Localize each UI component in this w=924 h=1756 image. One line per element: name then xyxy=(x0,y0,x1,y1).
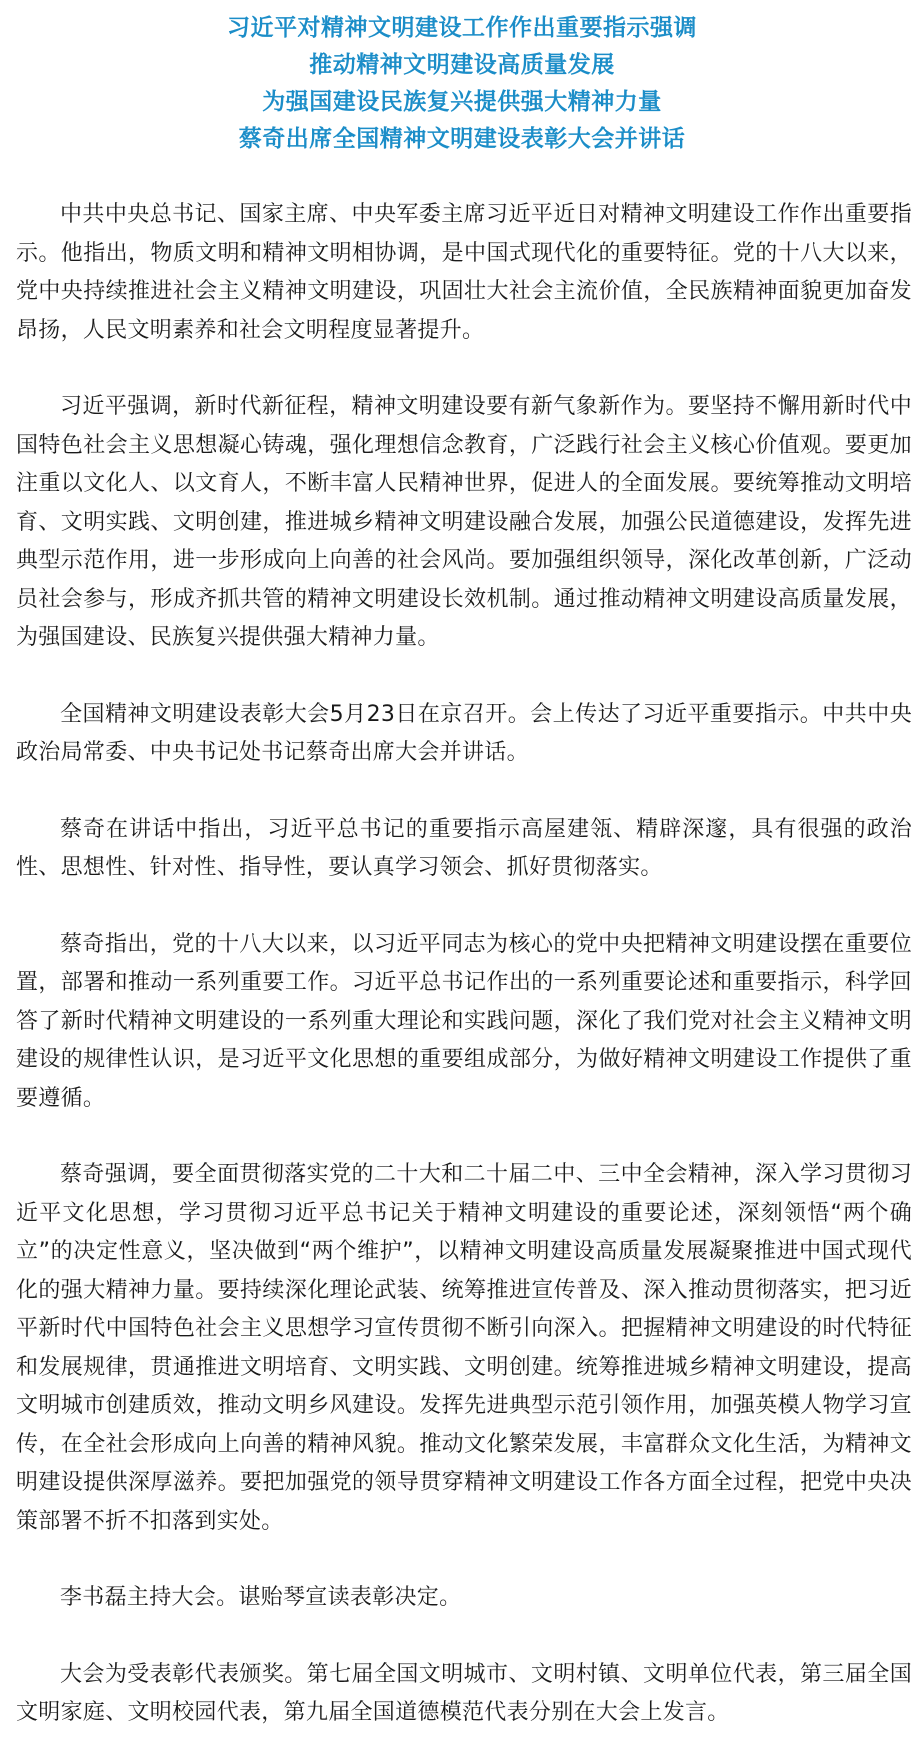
paragraph-7: 李书磊主持大会。谌贻琴宣读表彰决定。 xyxy=(60,1585,462,1610)
paragraph-8: 大会为受表彰代表颁奖。第七届全国文明城市、文明村镇、文明单位代表，第三届全国文明家庭、文明校园代表，第九届全国道德模范代表分别在大会上发言。 xyxy=(16,1661,912,1725)
paragraph-3: 全国精神文明建设表彰大会5月23日在京召开。会上传达了习近平重要指示。中共中央政治局常委、中央书记处书记蔡奇出席大会并讲话。 xyxy=(16,701,912,765)
paragraph-2: 习近平强调，新时代新征程，精神文明建设要有新气象新作为。要坚持不懈用新时代中国特色社会主义思想凝心铸魂，强化理想信念教育，广泛践行社会主义核心价值观。要更加注重以文化人、以文育人，不断丰富人民精神世界，促进人的全面发展。要统筹推动文明培育、文明实践、文明创建，推进城乡精神文明建设融合发展，加强公民道德建设，发挥先进典型示范作用，进一步形成向上向善的社会风尚。要加强组织领导，深化改革创新，广泛动员社会参与，形成齐抓共管的精神文明建设长效机制。通过推动精神文明建设高质量发展，为强国建设、民族复兴提供强大精神力量。 xyxy=(16,394,912,650)
paragraph-6: 蔡奇强调，要全面贯彻落实党的二十大和二十届二中、三中全会精神，深入学习贯彻习近平文化思想，学习贯彻习近平总书记关于精神文明建设的重要论述，深刻领悟“两个确立”的决定性意义，坚决做到“两个维护”，以精神文明建设高质量发展凝聚推进中国式现代化的强大精神力量。要持续深化理论武装、统筹推进宣传普及、深入推动贯彻落实，把习近平新时代中国特色社会主义思想学习宣传贯彻不断引向深入。把握精神文明建设的时代特征和发展规律，贯通推进文明培育、文明实践、文明创建。统筹推进城乡精神文明建设，提高文明城市创建质效，推动文明乡风建设。发挥先进典型示范引领作用，加强英模人物学习宣传，在全社会形成向上向善的精神风貌。推动文化繁荣发展，丰富群众文化生活，为精神文明建设提供深厚滋养。要把加强党的领导贯穿精神文明建设工作各方面全过程，把党中央决策部署不折不扣落到实处。 xyxy=(16,1162,912,1534)
headline-line-2: 推动精神文明建设高质量发展 xyxy=(309,52,615,78)
paragraph-1: 中共中央总书记、国家主席、中央军委主席习近平近日对精神文明建设工作作出重要指示。他指出，物质文明和精神文明相协调，是中国式现代化的重要特征。党的十八大以来，党中央持续推进社会主义精神文明建设，巩固壮大社会主流价值，全民族精神面貌更加奋发昂扬，人民文明素养和社会文明程度显著提升。 xyxy=(16,202,912,343)
paragraph-4: 蔡奇在讲话中指出，习近平总书记的重要指示高屋建瓴、精辟深邃，具有很强的政治性、思想性、针对性、指导性，要认真学习领会、抓好贯彻落实。 xyxy=(16,816,912,880)
paragraph-5: 蔡奇指出，党的十八大以来，以习近平同志为核心的党中央把精神文明建设摆在重要位置，部署和推动一系列重要工作。习近平总书记作出的一系列重要论述和重要指示，科学回答了新时代精神文明建设的一系列重大理论和实践问题，深化了我们党对社会主义精神文明建设的规律性认识，是习近平文化思想的重要组成部分，为做好精神文明建设工作提供了重要遵循。 xyxy=(16,931,912,1111)
article-body xyxy=(16,196,912,1733)
headline-line-3: 为强国建设民族复兴提供强大精神力量 xyxy=(262,89,662,115)
headline-line-4: 蔡奇出席全国精神文明建设表彰大会并讲话 xyxy=(238,126,686,152)
headline-line-1: 习近平对精神文明建设工作作出重要指示强调 xyxy=(227,15,697,41)
article-headline xyxy=(0,0,924,158)
